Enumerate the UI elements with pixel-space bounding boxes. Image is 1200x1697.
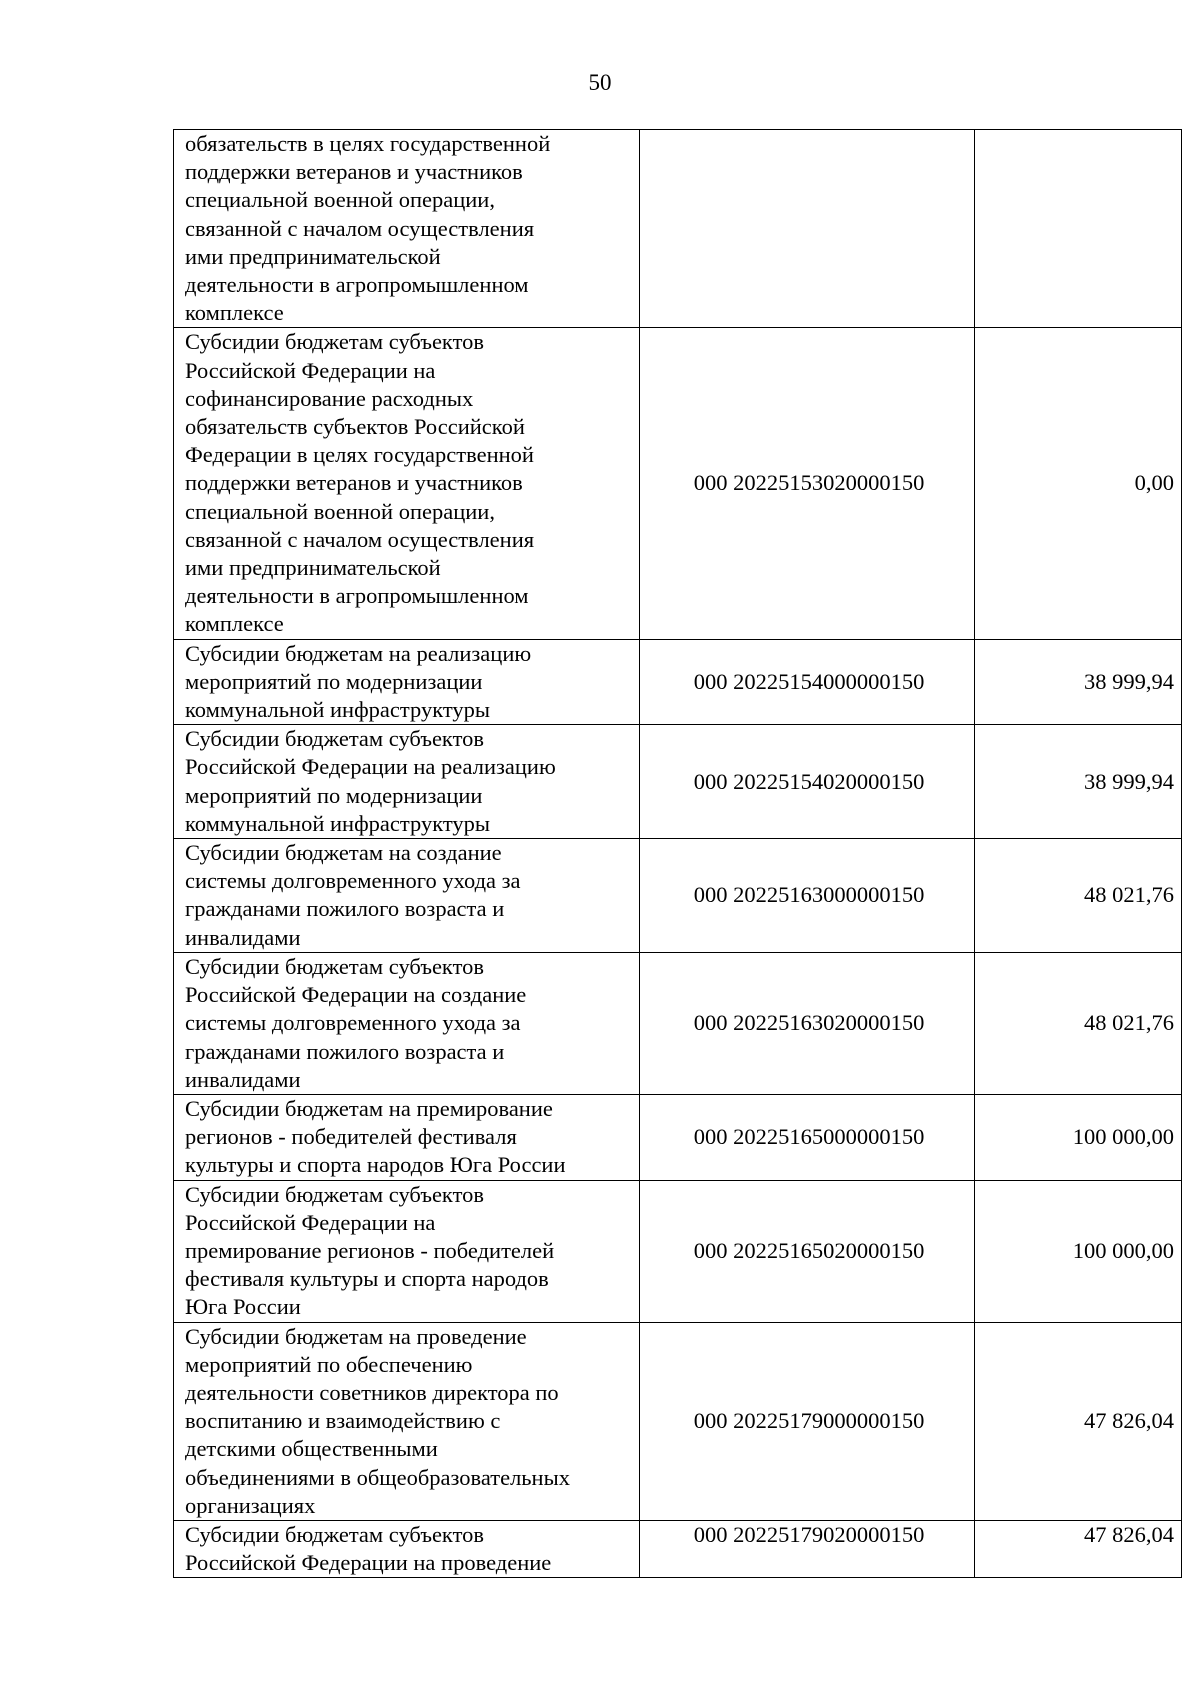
row-name-cell: Субсидии бюджетам субъектов Российской Федерации на софинансирование расходных обязательств субъектов Российской Федерации в целях государственной поддержки ветеранов и участников специальной военной операции, связанной с началом осуществления ими предпринимательской деятельности в агропромышленном комплексе xyxy=(174,328,640,639)
row-code-cell: 000 20225163020000150 xyxy=(640,952,975,1094)
row-sum-cell: 48 021,76 xyxy=(975,952,1182,1094)
table-row xyxy=(174,952,1182,1094)
row-sum-cell: 100 000,00 xyxy=(975,1180,1182,1322)
table-row xyxy=(174,725,1182,839)
row-name-cell: обязательств в целях государственной поддержки ветеранов и участников специальной военной операции, связанной с началом осуществления ими предпринимательской деятельности в агропромышленном комплексе xyxy=(174,130,640,328)
row-code-cell: 000 20225165020000150 xyxy=(640,1180,975,1322)
budget-revenue-table xyxy=(173,129,1182,1578)
row-sum-cell: 47 826,04 xyxy=(975,1322,1182,1520)
row-code-cell: 000 20225154000000150 xyxy=(640,639,975,725)
row-name-cell: Субсидии бюджетам субъектов Российской Федерации на реализацию мероприятий по модернизации коммунальной инфраструктуры xyxy=(174,725,640,839)
table-row xyxy=(174,1322,1182,1520)
row-code-cell xyxy=(640,130,975,328)
table-row xyxy=(174,1180,1182,1322)
row-name-cell: Субсидии бюджетам на премирование регионов - победителей фестиваля культуры и спорта народов Юга России xyxy=(174,1094,640,1180)
row-sum-cell: 48 021,76 xyxy=(975,839,1182,953)
row-code-cell: 000 20225163000000150 xyxy=(640,839,975,953)
row-code-cell: 000 20225153020000150 xyxy=(640,328,975,639)
page-number: 50 xyxy=(588,70,612,95)
table-row xyxy=(174,1520,1182,1577)
table-row xyxy=(174,839,1182,953)
row-code-cell: 000 20225179020000150 xyxy=(640,1520,975,1577)
row-sum-cell: 38 999,94 xyxy=(975,639,1182,725)
row-sum-cell xyxy=(975,130,1182,328)
row-sum-cell: 38 999,94 xyxy=(975,725,1182,839)
row-name-cell: Субсидии бюджетам субъектов Российской Федерации на создание системы долговременного ухода за гражданами пожилого возраста и инвалидами xyxy=(174,952,640,1094)
table-row xyxy=(174,328,1182,639)
row-name-cell: Субсидии бюджетам на создание системы долговременного ухода за гражданами пожилого возраста и инвалидами xyxy=(174,839,640,953)
row-sum-cell: 100 000,00 xyxy=(975,1094,1182,1180)
row-sum-cell: 47 826,04 xyxy=(975,1520,1182,1577)
table-row xyxy=(174,1094,1182,1180)
row-code-cell: 000 20225165000000150 xyxy=(640,1094,975,1180)
row-name-cell: Субсидии бюджетам на реализацию мероприятий по модернизации коммунальной инфраструктуры xyxy=(174,639,640,725)
table-row xyxy=(174,639,1182,725)
row-name-cell: Субсидии бюджетам субъектов Российской Федерации на премирование регионов - победителей фестиваля культуры и спорта народов Юга России xyxy=(174,1180,640,1322)
table-row xyxy=(174,130,1182,328)
row-code-cell: 000 20225179000000150 xyxy=(640,1322,975,1520)
row-name-cell: Субсидии бюджетам субъектов Российской Федерации на проведение xyxy=(174,1520,640,1577)
row-sum-cell: 0,00 xyxy=(975,328,1182,639)
row-code-cell: 000 20225154020000150 xyxy=(640,725,975,839)
row-name-cell: Субсидии бюджетам на проведение мероприятий по обеспечению деятельности советников директора по воспитанию и взаимодействию с детскими общественными объединениями в общеобразовательных организациях xyxy=(174,1322,640,1520)
